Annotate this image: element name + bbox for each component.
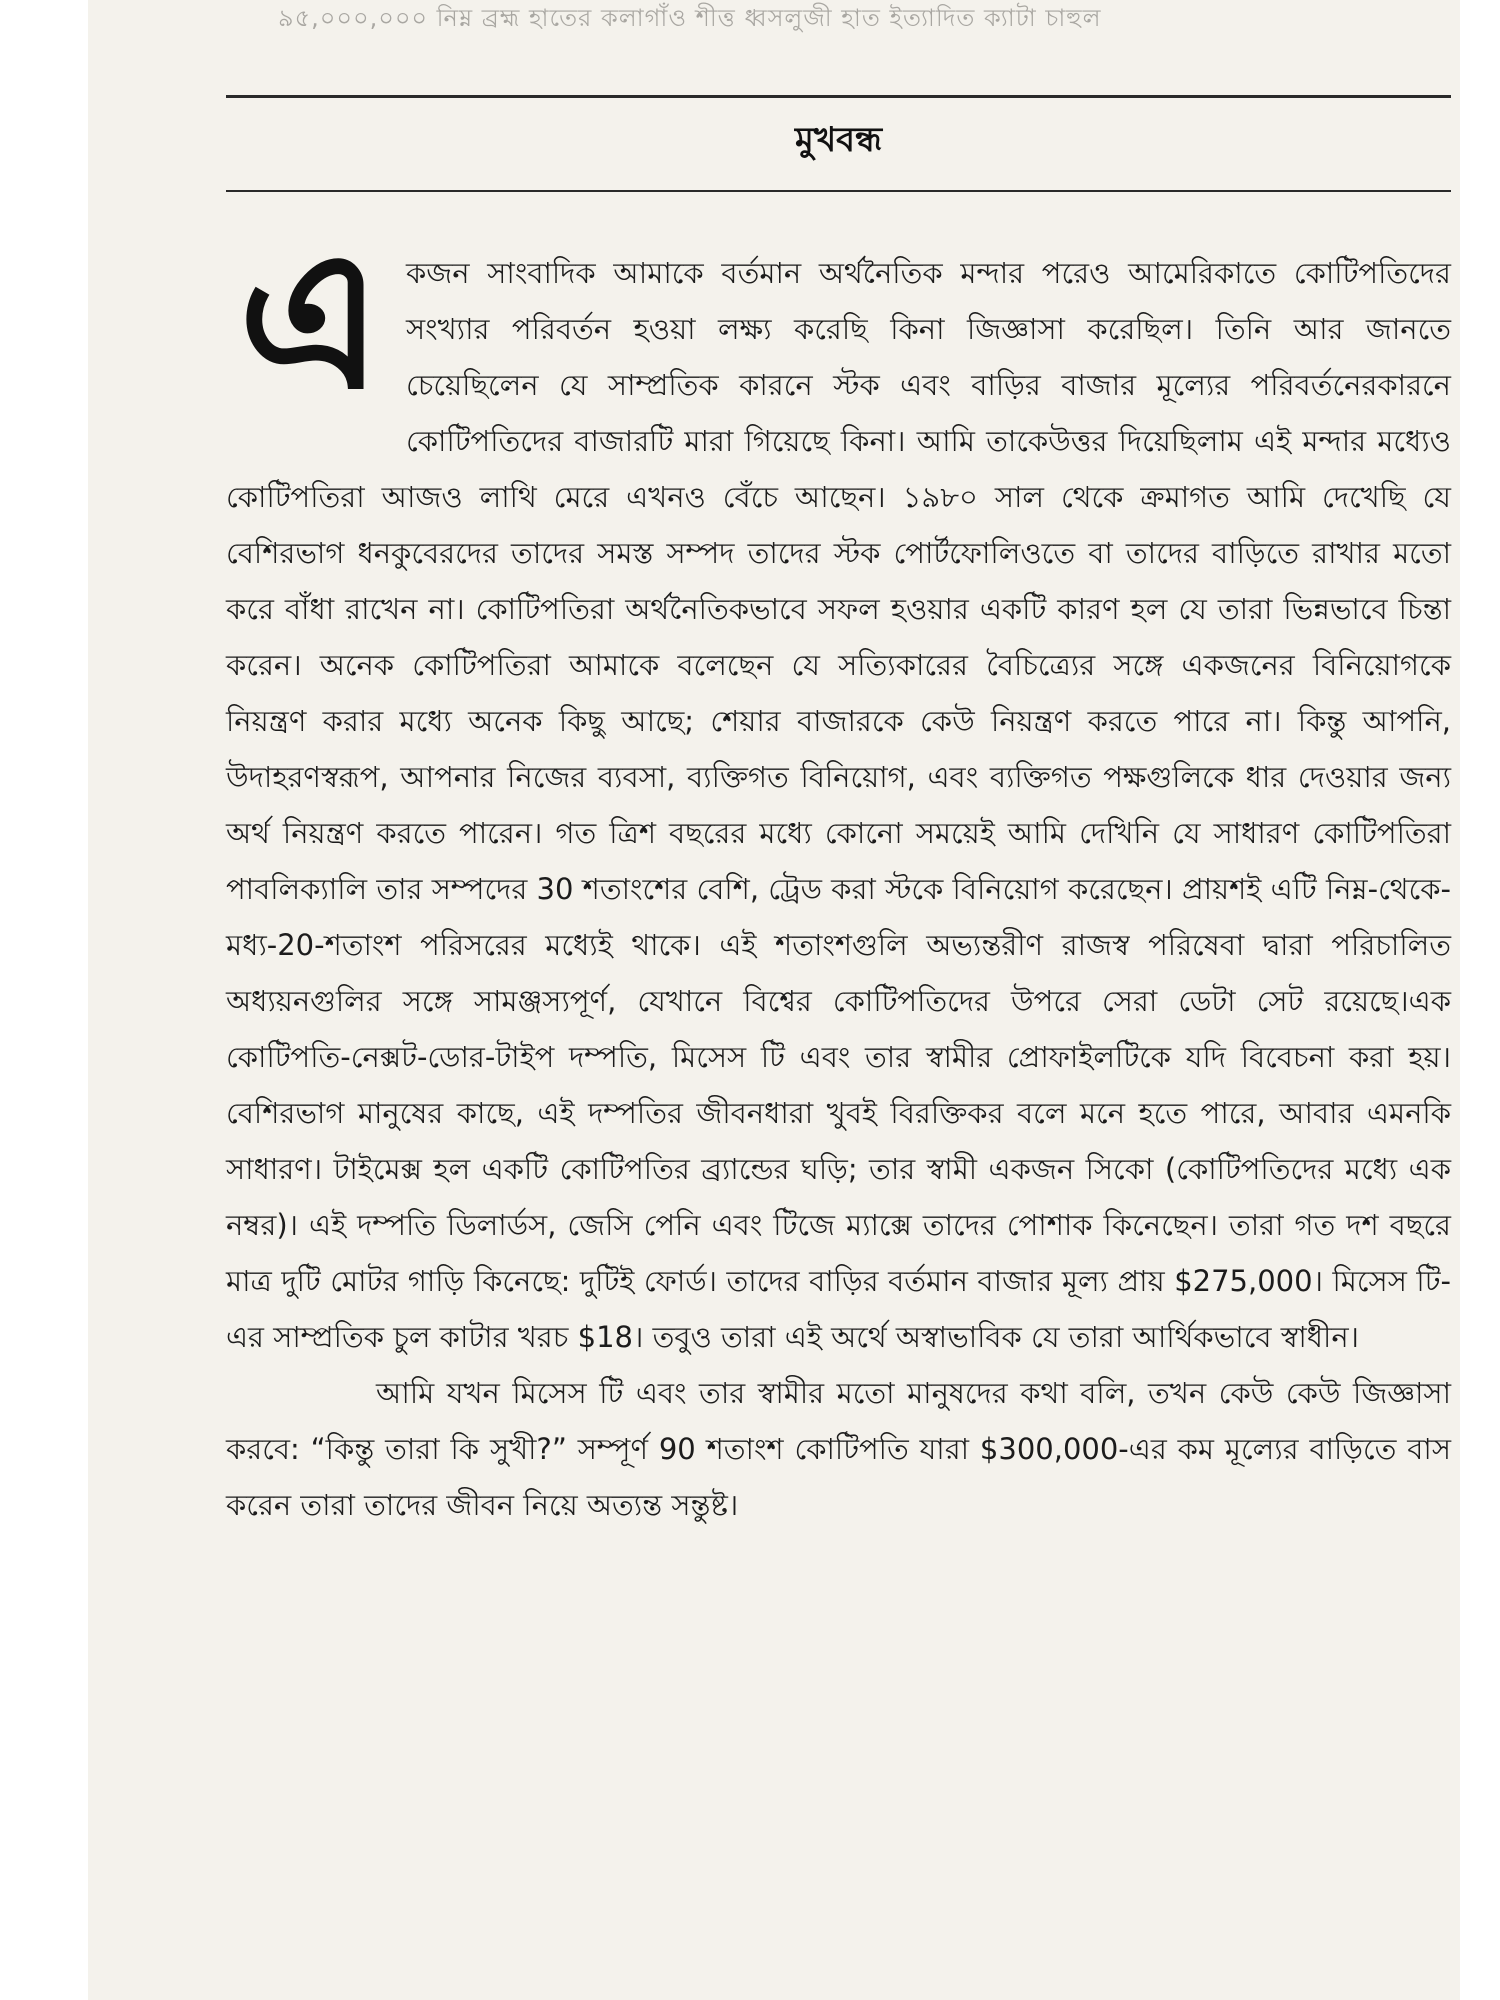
paragraph-1-container — [226, 245, 1451, 1365]
heading-top-rule — [226, 95, 1451, 98]
drop-cap: এ — [238, 208, 383, 431]
drop-cap-space — [226, 245, 406, 461]
book-page — [88, 0, 1460, 2000]
chapter-heading: মুখবন্ধ — [794, 120, 883, 160]
paragraph-2: আমি যখন মিসেস টি এবং তার স্বামীর মতো মানুষদের কথা বলি, তখন কেউ কেউ জিজ্ঞাসা করবে: “কিন্তু তারা কি সুখী?” সম্পূর্ণ 90 শতাংশ কোটিপতি যারা $300,000-এর কম মূল্যের বাড়িতে বাস করেন তারা তাদের জীবন নিয়ে অত্যন্ত সন্তুষ্ট। — [226, 1376, 1451, 1522]
body-text — [226, 245, 1451, 1533]
heading-bottom-rule — [226, 190, 1451, 192]
paragraph-1: কজন সাংবাদিক আমাকে বর্তমান অর্থনৈতিক মন্দার পরেও আমেরিকাতে কোটিপতিদের সংখ্যার পরিবর্তন হওয়া লক্ষ্য করেছি কিনা জিজ্ঞাসা করেছিল। তিনি আর জানতে চেয়েছিলেন যে সাম্প্রতিক কারনে স্টক এবং বাড়ির বাজার মূল্যের পরিবর্তনেরকারনে কোটিপতিদের বাজারটি মারা গিয়েছে কিনা। আমি তাকেউত্তর দিয়েছিলাম এই মন্দার মধ্যেও কোটিপতিরা আজও লাথি মেরে এখনও বেঁচে আছেন। ১৯৮০ সাল থেকে ক্রমাগত আমি দেখেছি যে বেশিরভাগ ধনকুবেরদের তাদের সমস্ত সম্পদ তাদের স্টক পোর্টফোলিওতে বা তাদের বাড়িতে রাখার মতো করে বাঁধা রাখেন না। কোটিপতিরা অর্থনৈতিকভাবে সফল হওয়ার একটি কারণ হল যে তারা ভিন্নভাবে চিন্তা করেন। অনেক কোটিপতিরা আমাকে বলেছেন যে সত্যিকারের বৈচিত্র্যের সঙ্গে একজনের বিনিয়োগকে নিয়ন্ত্রণ করার মধ্যে অনেক কিছু আছে; শেয়ার বাজারকে কেউ নিয়ন্ত্রণ করতে পারে না। কিন্তু আপনি, উদাহরণস্বরূপ, আপনার নিজের ব্যবসা, ব্যক্তিগত বিনিয়োগ, এবং ব্যক্তিগত পক্ষগুলিকে ধার দেওয়ার জন্য অর্থ নিয়ন্ত্রণ করতে পারেন। গত ত্রিশ বছরের মধ্যে কোনো সময়েই আমি দেখিনি যে সাধারণ কোটিপতিরা পাবলিক্যালি তার সম্পদের 30 শতাংশের বেশি, ট্রেড করা স্টকে বিনিয়োগ করেছেন। প্রায়শই এটি নিম্ন-থেকে-মধ্য-20-শতাংশ পরিসরের মধ্যেই থাকে। এই শতাংশগুলি অভ্যন্তরীণ রাজস্ব পরিষেবা দ্বারা পরিচালিত অধ্যয়নগুলির সঙ্গে সামঞ্জস্যপূর্ণ, যেখানে বিশ্বের কোটিপতিদের উপরে সেরা ডেটা সেট রয়েছে।এক কোটিপতি-নেক্সট-ডোর-টাইপ দম্পতি, মিসেস টি এবং তার স্বামীর প্রোফাইলটিকে যদি বিবেচনা করা হয়। বেশিরভাগ মানুষের কাছে, এই দম্পতির জীবনধারা খুবই বিরক্তিকর বলে মনে হতে পারে, আবার এমনকি সাধারণ। টাইমেক্স হল একটি কোটিপতির ব্র্যান্ডের ঘড়ি; তার স্বামী একজন সিকো (কোটিপতিদের মধ্যে এক নম্বর)। এই দম্পতি ডিলার্ডস, জেসি পেনি এবং টিজে ম্যাক্সে তাদের পোশাক কিনেছেন। তারা গত দশ বছরে মাত্র দুটি মোটর গাড়ি কিনেছে: দুটিই ফোর্ড। তাদের বাড়ির বর্তমান বাজার মূল্য প্রায় $275,000। মিসেস টি-এর সাম্প্রতিক চুল কাটার খরচ $18। তবুও তারা এই অর্থে অস্বাভাবিক যে তারা আর্থিকভাবে স্বাধীন। — [226, 256, 1451, 1354]
bleed-through-text: ৯৫,০০০,০০০ নিম্ন ব্রহ্ম হাতের কলাগাঁও শীত্ত ধ্বসলুজী হাত ইত্যাদিত ক্যাটা চাহুল — [278, 4, 1102, 32]
